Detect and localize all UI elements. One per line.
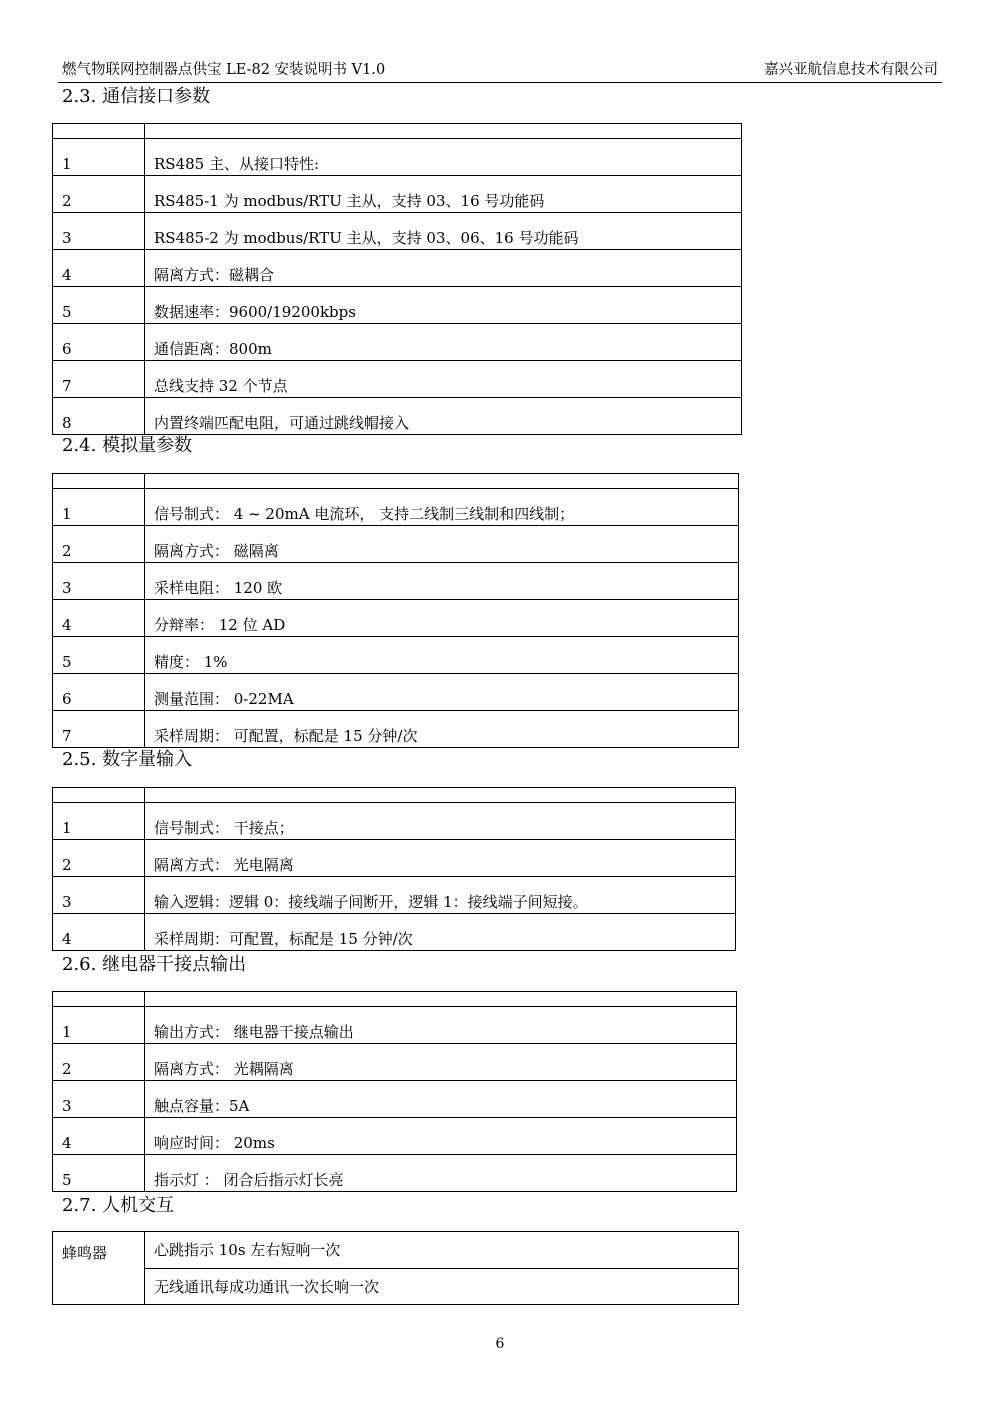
row-number: 7 — [53, 361, 145, 398]
row-text: 采样周期： 可配置，标配是 15 分钟/次 — [145, 711, 739, 748]
table-row — [53, 1118, 737, 1155]
row-text: 通信距离：800m — [145, 324, 742, 361]
table-row — [53, 803, 736, 840]
row-number: 3 — [53, 1081, 145, 1118]
table-row — [53, 361, 742, 398]
header-divider — [58, 82, 942, 83]
table-row — [53, 563, 739, 600]
row-number: 1 — [53, 1007, 145, 1044]
row-text: 心跳指示 10s 左右短响一次 — [145, 1232, 739, 1269]
row-text: 无线通讯每成功通讯一次长响一次 — [145, 1269, 739, 1305]
row-text: 隔离方式： 光电隔离 — [145, 840, 736, 877]
row-number: 4 — [53, 914, 145, 951]
row-text: 内置终端匹配电阻，可通过跳线帽接入 — [145, 398, 742, 435]
table-row — [53, 250, 742, 287]
row-number: 5 — [53, 287, 145, 324]
row-number: 2 — [53, 526, 145, 563]
communication-params-table — [52, 123, 742, 435]
relay-output-table — [52, 991, 737, 1192]
table-row — [53, 1269, 739, 1305]
row-text: 数据速率：9600/19200kbps — [145, 287, 742, 324]
table-row — [53, 398, 742, 435]
row-number: 4 — [53, 250, 145, 287]
table-row — [53, 877, 736, 914]
digital-input-table — [52, 787, 736, 951]
row-text: 采样周期：可配置，标配是 15 分钟/次 — [145, 914, 736, 951]
section-title-hmi: 2.7. 人机交互 — [62, 1195, 175, 1216]
row-number: 3 — [53, 213, 145, 250]
row-text: 分辩率： 12 位 AD — [145, 600, 739, 637]
row-text: 隔离方式：磁耦合 — [145, 250, 742, 287]
hmi-table — [52, 1231, 739, 1305]
row-text: 总线支持 32 个节点 — [145, 361, 742, 398]
table-row — [53, 1007, 737, 1044]
row-text: 触点容量：5A — [145, 1081, 737, 1118]
row-number: 5 — [53, 1155, 145, 1192]
row-number: 7 — [53, 711, 145, 748]
table-row — [53, 1081, 737, 1118]
row-number: 5 — [53, 637, 145, 674]
row-number: 2 — [53, 840, 145, 877]
table-row — [53, 914, 736, 951]
table-row — [53, 213, 742, 250]
row-number: 3 — [53, 563, 145, 600]
row-number: 1 — [53, 489, 145, 526]
table-row — [53, 600, 739, 637]
row-number: 1 — [53, 803, 145, 840]
row-text: 信号制式： 干接点； — [145, 803, 736, 840]
row-text: 采样电阻： 120 欧 — [145, 563, 739, 600]
row-text: 信号制式： 4 ~ 20mA 电流环， 支持二线制三线制和四线制； — [145, 489, 739, 526]
section-title-communication: 2.3. 通信接口参数 — [62, 86, 211, 107]
row-number: 3 — [53, 877, 145, 914]
table-row — [53, 324, 742, 361]
row-number: 2 — [53, 176, 145, 213]
row-number: 6 — [53, 674, 145, 711]
table-row — [53, 489, 739, 526]
header-company-name: 嘉兴亚航信息技术有限公司 — [764, 62, 938, 78]
analog-params-table — [52, 473, 739, 748]
row-text: 精度： 1% — [145, 637, 739, 674]
section-title-analog: 2.4. 模拟量参数 — [62, 435, 193, 456]
section-title-digital-input: 2.5. 数字量输入 — [62, 749, 193, 770]
row-text: RS485 主、从接口特性: — [145, 139, 742, 176]
row-text: 测量范围： 0-22MA — [145, 674, 739, 711]
row-number: 6 — [53, 324, 145, 361]
row-number: 2 — [53, 1044, 145, 1081]
buzzer-label: 蜂鸣器 — [53, 1232, 145, 1305]
row-number: 8 — [53, 398, 145, 435]
table-row — [53, 637, 739, 674]
table-row — [53, 176, 742, 213]
table-row — [53, 840, 736, 877]
table-row — [53, 1232, 739, 1269]
page-number: 6 — [495, 1336, 505, 1352]
row-number: 4 — [53, 600, 145, 637]
table-row — [53, 1155, 737, 1192]
table-row — [53, 287, 742, 324]
table-row — [53, 526, 739, 563]
row-text: 响应时间： 20ms — [145, 1118, 737, 1155]
row-text: RS485-1 为 modbus/RTU 主从，支持 03、16 号功能码 — [145, 176, 742, 213]
section-title-relay-output: 2.6. 继电器干接点输出 — [62, 954, 247, 975]
table-row — [53, 674, 739, 711]
row-text: 隔离方式： 磁隔离 — [145, 526, 739, 563]
table-row — [53, 1044, 737, 1081]
row-text: 输出方式： 继电器干接点输出 — [145, 1007, 737, 1044]
row-text: 输入逻辑：逻辑 0：接线端子间断开，逻辑 1：接线端子间短接。 — [145, 877, 736, 914]
table-row — [53, 711, 739, 748]
row-text: RS485-2 为 modbus/RTU 主从，支持 03、06、16 号功能码 — [145, 213, 742, 250]
row-number: 1 — [53, 139, 145, 176]
header-document-title: 燃气物联网控制器点供宝 LE-82 安装说明书 V1.0 — [62, 62, 386, 78]
row-number: 4 — [53, 1118, 145, 1155]
table-row — [53, 139, 742, 176]
row-text: 隔离方式： 光耦隔离 — [145, 1044, 737, 1081]
row-text: 指示灯 ： 闭合后指示灯长亮 — [145, 1155, 737, 1192]
